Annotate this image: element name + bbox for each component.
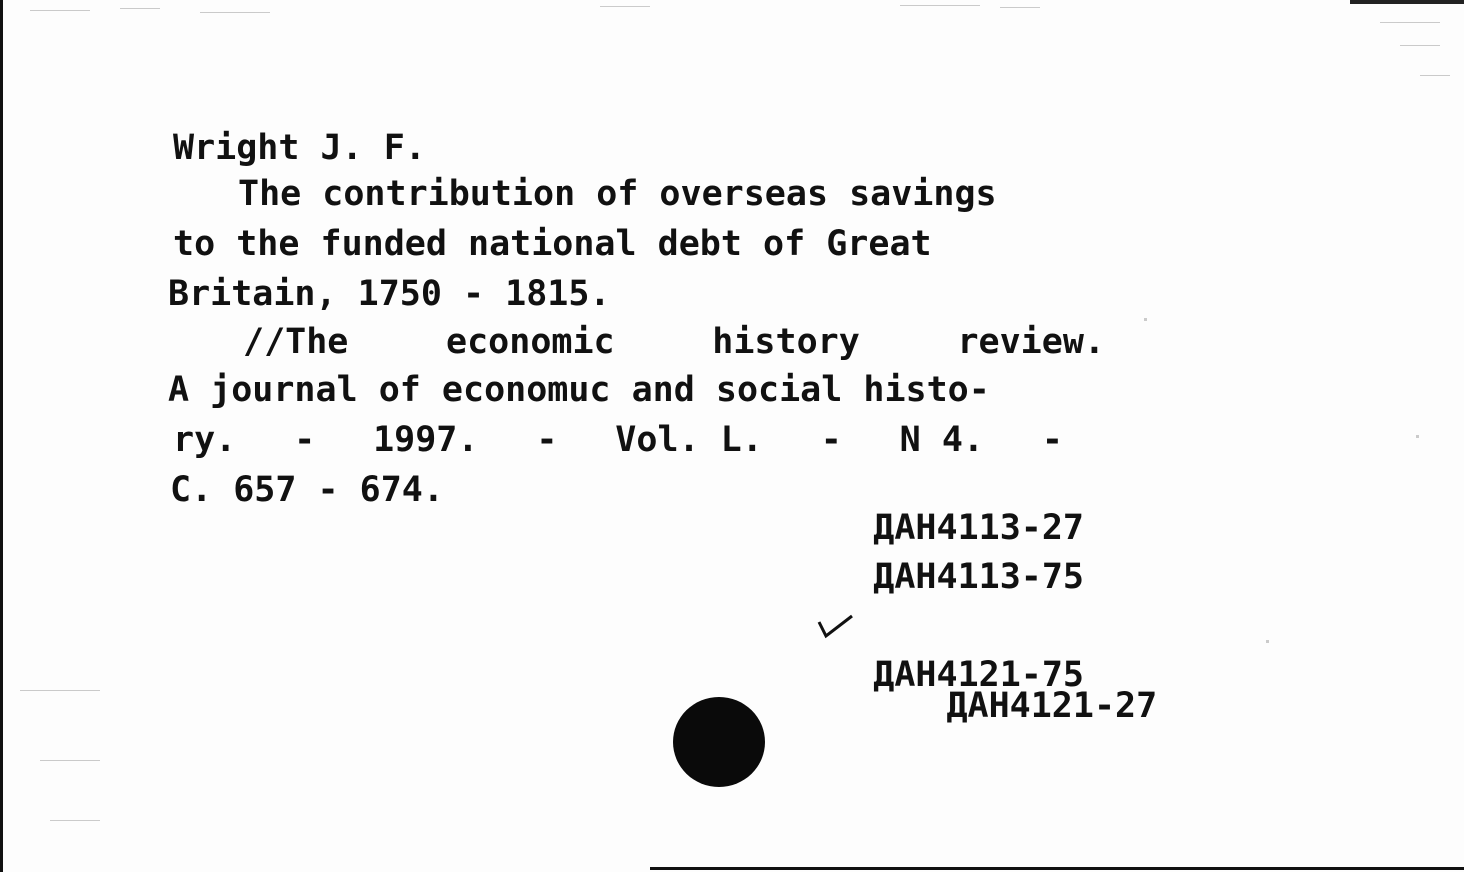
- source-word: economic: [446, 322, 615, 362]
- source-word: //The: [243, 322, 349, 362]
- call-number-text: ДАН4121-27: [946, 686, 1158, 726]
- card-top-border: [1350, 0, 1464, 4]
- source-part: -: [536, 420, 558, 460]
- source-line-2: A journal of economuc and social histo-: [168, 370, 990, 410]
- call-number: ДАН4121-75: [873, 655, 1084, 695]
- source-part: N 4.: [899, 420, 984, 460]
- call-number: ДАН4113-27: [873, 508, 1084, 548]
- punch-hole: [673, 697, 765, 787]
- source-line-1: [243, 322, 1105, 362]
- call-number: ДАН4113-75: [873, 557, 1084, 597]
- card-bottom-border: [650, 867, 1464, 870]
- source-word: history: [712, 322, 860, 362]
- source-word: review.: [957, 322, 1105, 362]
- pages-line: C. 657 - 674.: [170, 470, 444, 510]
- call-number-list: [820, 508, 1158, 726]
- source-part: -: [820, 420, 842, 460]
- source-part: ry.: [173, 420, 237, 460]
- source-line-3: [173, 420, 1063, 460]
- source-part: -: [294, 420, 316, 460]
- source-part: Vol. L.: [615, 420, 763, 460]
- source-part: 1997.: [373, 420, 479, 460]
- author-name: Wright J. F.: [173, 128, 426, 168]
- title-line-2: to the funded national debt of Great: [173, 224, 932, 264]
- source-part: -: [1041, 420, 1063, 460]
- card-left-border: [0, 0, 3, 872]
- checkmark-icon: [816, 612, 856, 642]
- title-line-1: The contribution of overseas savings: [238, 174, 997, 214]
- title-line-3: Britain, 1750 - 1815.: [168, 274, 611, 314]
